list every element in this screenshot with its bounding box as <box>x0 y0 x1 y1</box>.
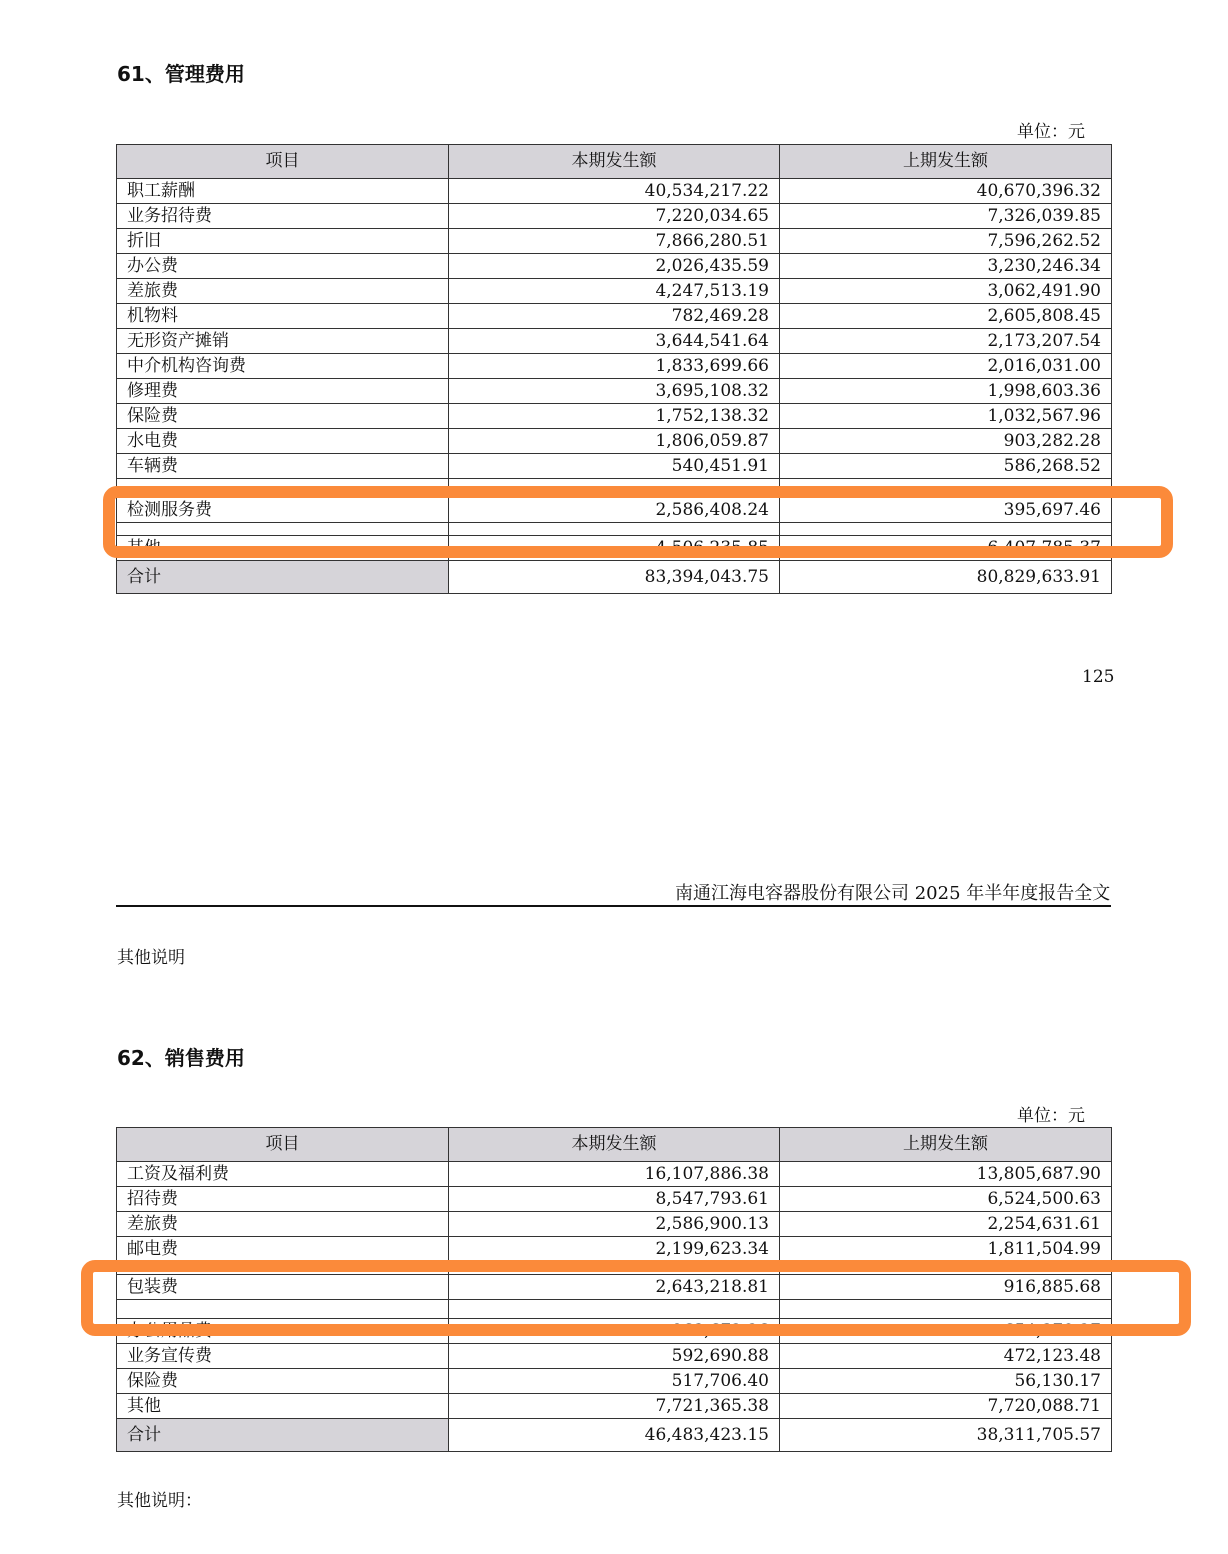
cell-item: 其他 <box>117 1394 449 1419</box>
cell-item: 业务宣传费 <box>117 1344 449 1369</box>
cell-previous: 7,326,039.85 <box>780 204 1112 229</box>
cell-current: 863,672.26 <box>449 1319 780 1344</box>
highlight-box-2 <box>81 1260 1191 1336</box>
cell-item: 合计 <box>117 561 449 594</box>
header-previous: 上期发生额 <box>780 145 1112 179</box>
cell-item: 检测服务费 <box>117 498 449 523</box>
cell-previous: 2,605,808.45 <box>780 304 1112 329</box>
table-row <box>117 229 1112 254</box>
cell-current: 4,506,235.85 <box>449 536 780 561</box>
cell-current: 16,107,886.38 <box>449 1162 780 1187</box>
cell-item: 无形资产摊销 <box>117 329 449 354</box>
cell-current: 4,247,513.19 <box>449 279 780 304</box>
unit-label: 单位：元 <box>1017 1106 1085 1126</box>
cell-previous: 2,173,207.54 <box>780 329 1112 354</box>
cell-item: 工资及福利费 <box>117 1162 449 1187</box>
cell-previous: 6,524,500.63 <box>780 1187 1112 1212</box>
unit-label: 单位：元 <box>1017 122 1085 142</box>
cell-item: 职工薪酬 <box>117 179 449 204</box>
cell-item: 车辆费 <box>117 454 449 479</box>
cell-item: 机物料 <box>117 304 449 329</box>
cell-item: 其他 <box>117 536 449 561</box>
section-61-title: 61、管理费用 <box>117 62 245 86</box>
page-number: 125 <box>1082 667 1115 687</box>
cell-previous: 2,016,031.00 <box>780 354 1112 379</box>
cell-item: 水电费 <box>117 429 449 454</box>
cell-previous: 56,130.17 <box>780 1369 1112 1394</box>
cell-item: 修理费 <box>117 379 449 404</box>
cell-item: 招待费 <box>117 1187 449 1212</box>
other-notes: 其他说明 <box>117 948 185 968</box>
cell-current: 1,806,059.87 <box>449 429 780 454</box>
cell-current: 1,752,138.32 <box>449 404 780 429</box>
table-row-total <box>117 1419 1112 1452</box>
cell-current: 2,643,218.81 <box>449 1275 780 1300</box>
table-header-row <box>117 1128 1112 1162</box>
cell-previous: 2,254,631.61 <box>780 1212 1112 1237</box>
cell-item: 业务招待费 <box>117 204 449 229</box>
cell-item: 办公用品费 <box>117 1319 449 1344</box>
cell-previous: 916,885.68 <box>780 1275 1112 1300</box>
cell-previous: 6,407,785.37 <box>780 536 1112 561</box>
table-row <box>117 204 1112 229</box>
table-row <box>117 429 1112 454</box>
header-item: 项目 <box>117 1128 449 1162</box>
cell-current: 7,866,280.51 <box>449 229 780 254</box>
report-footer: 南通江海电容器股份有限公司 2025 年半年度报告全文 <box>675 883 1111 904</box>
cell-current: 517,706.40 <box>449 1369 780 1394</box>
cell-previous: 80,829,633.91 <box>780 561 1112 594</box>
cell-current: 2,199,623.34 <box>449 1237 780 1262</box>
cell-item: 保险费 <box>117 1369 449 1394</box>
cell-previous: 7,596,262.52 <box>780 229 1112 254</box>
highlight-box-1 <box>103 486 1173 558</box>
cell-item: 保险费 <box>117 404 449 429</box>
cell-previous: 472,123.48 <box>780 1344 1112 1369</box>
table-row <box>117 1369 1112 1394</box>
cell-item: 差旅费 <box>117 279 449 304</box>
cell-previous: 7,720,088.71 <box>780 1394 1112 1419</box>
cell-current: 782,469.28 <box>449 304 780 329</box>
table-row <box>117 304 1112 329</box>
header-current: 本期发生额 <box>449 145 780 179</box>
cell-item: 合计 <box>117 1419 449 1452</box>
cell-current: 83,394,043.75 <box>449 561 780 594</box>
cell-item: 中介机构咨询费 <box>117 354 449 379</box>
table-row <box>117 1212 1112 1237</box>
cell-current: 2,586,408.24 <box>449 498 780 523</box>
table-row-total <box>117 561 1112 594</box>
table-header-row <box>117 145 1112 179</box>
cell-previous: 903,282.28 <box>780 429 1112 454</box>
table-row <box>117 254 1112 279</box>
cell-current: 40,534,217.22 <box>449 179 780 204</box>
cell-current: 2,026,435.59 <box>449 254 780 279</box>
cell-current: 540,451.91 <box>449 454 780 479</box>
table-row <box>117 179 1112 204</box>
header-previous: 上期发生额 <box>780 1128 1112 1162</box>
cell-current: 592,690.88 <box>449 1344 780 1369</box>
cell-item: 包装费 <box>117 1275 449 1300</box>
section-62-title: 62、销售费用 <box>117 1046 245 1070</box>
cell-current: 7,220,034.65 <box>449 204 780 229</box>
table-row <box>117 329 1112 354</box>
cell-previous: 13,805,687.90 <box>780 1162 1112 1187</box>
cell-previous: 1,032,567.96 <box>780 404 1112 429</box>
cell-item: 办公费 <box>117 254 449 279</box>
cell-previous: 3,230,246.34 <box>780 254 1112 279</box>
cell-previous: 1,811,504.99 <box>780 1237 1112 1262</box>
cell-current: 2,586,900.13 <box>449 1212 780 1237</box>
table-row <box>117 1237 1112 1262</box>
cell-previous: 40,670,396.32 <box>780 179 1112 204</box>
table-row <box>117 354 1112 379</box>
cell-previous: 586,268.52 <box>780 454 1112 479</box>
cell-item: 邮电费 <box>117 1237 449 1262</box>
header-item: 项目 <box>117 145 449 179</box>
table-row <box>117 1394 1112 1419</box>
cell-current: 3,644,541.64 <box>449 329 780 354</box>
table-row <box>117 404 1112 429</box>
table-row <box>117 379 1112 404</box>
cell-current: 7,721,365.38 <box>449 1394 780 1419</box>
cell-previous: 3,062,491.90 <box>780 279 1112 304</box>
table-row <box>117 454 1112 479</box>
cell-item: 差旅费 <box>117 1212 449 1237</box>
cell-previous: 395,697.46 <box>780 498 1112 523</box>
table-row <box>117 1187 1112 1212</box>
cell-item: 折旧 <box>117 229 449 254</box>
table-row <box>117 1344 1112 1369</box>
footer-rule <box>116 905 1111 907</box>
cell-previous: 38,311,705.57 <box>780 1419 1112 1452</box>
table-row <box>117 1162 1112 1187</box>
cell-previous: 1,998,603.36 <box>780 379 1112 404</box>
cell-current: 8,547,793.61 <box>449 1187 780 1212</box>
cell-current: 3,695,108.32 <box>449 379 780 404</box>
cell-current: 46,483,423.15 <box>449 1419 780 1452</box>
cell-previous: 654,378.27 <box>780 1319 1112 1344</box>
table-row <box>117 279 1112 304</box>
header-current: 本期发生额 <box>449 1128 780 1162</box>
cell-current: 1,833,699.66 <box>449 354 780 379</box>
other-notes-2: 其他说明： <box>117 1491 202 1511</box>
